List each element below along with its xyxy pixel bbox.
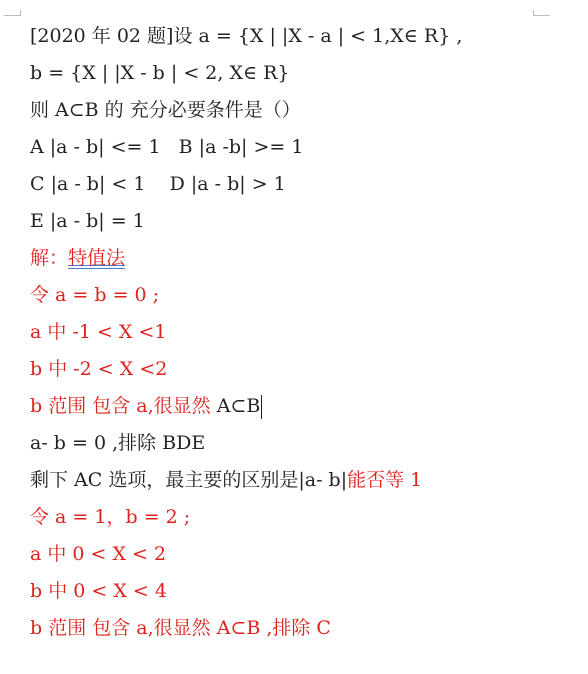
solution-text: a- b = 0 ,排除 BDE [30, 432, 206, 454]
solution-text: 剩下 AC 选项，最主要的区别是|a- b| [30, 469, 348, 491]
question-text: [2020 年 02 题]设 a = {X | |X - a | < 1,X∈ R} , [30, 25, 463, 47]
option-text: E |a - b| = 1 [30, 210, 145, 232]
option-line-e [30, 203, 560, 240]
question-line-1 [30, 18, 560, 55]
solution-text: b 范围 包含 a,很显然 [30, 617, 211, 639]
solution-line [30, 573, 560, 610]
page-corner-mark-left [4, 10, 21, 16]
document-body[interactable] [30, 18, 560, 647]
solution-line [30, 536, 560, 573]
solution-line [30, 610, 560, 647]
question-text: b = {X | |X - b | < 2, X∈ R} [30, 62, 290, 84]
solution-text-red: 能否等 1 [347, 469, 423, 491]
question-text: 则 A⊂B 的 充分必要条件是（） [30, 99, 301, 121]
solution-line [30, 425, 560, 462]
page-corner-mark-right [533, 10, 550, 16]
solution-text: a 中 -1 < X <1 [30, 321, 167, 343]
solution-text: 令 a = 1，b = 2 ; [30, 506, 191, 528]
solution-text: 令 a = b = 0 ; [30, 284, 160, 306]
option-line-ab [30, 129, 560, 166]
option-text: A |a - b| <= 1 B |a -b| >= 1 [30, 136, 304, 158]
solution-line [30, 351, 560, 388]
solution-method: 特值法 [68, 247, 126, 269]
solution-heading [30, 240, 560, 277]
solution-line [30, 314, 560, 351]
solution-line [30, 388, 560, 425]
solution-text-tail: A⊂B ,排除 C [210, 617, 331, 639]
solution-text-black: A⊂B [210, 395, 261, 417]
option-line-cd [30, 166, 560, 203]
text-cursor [261, 395, 262, 419]
solution-prefix: 解： [30, 247, 69, 269]
solution-text: b 范围 包含 a,很显然 [30, 395, 211, 417]
question-line-3 [30, 92, 560, 129]
solution-line [30, 277, 560, 314]
solution-text: a 中 0 < X < 2 [30, 543, 167, 565]
question-line-2 [30, 55, 560, 92]
solution-line [30, 499, 560, 536]
solution-text: b 中 -2 < X <2 [30, 358, 168, 380]
option-text: C |a - b| < 1 D |a - b| > 1 [30, 173, 286, 195]
solution-text: b 中 0 < X < 4 [30, 580, 167, 602]
solution-line [30, 462, 560, 499]
